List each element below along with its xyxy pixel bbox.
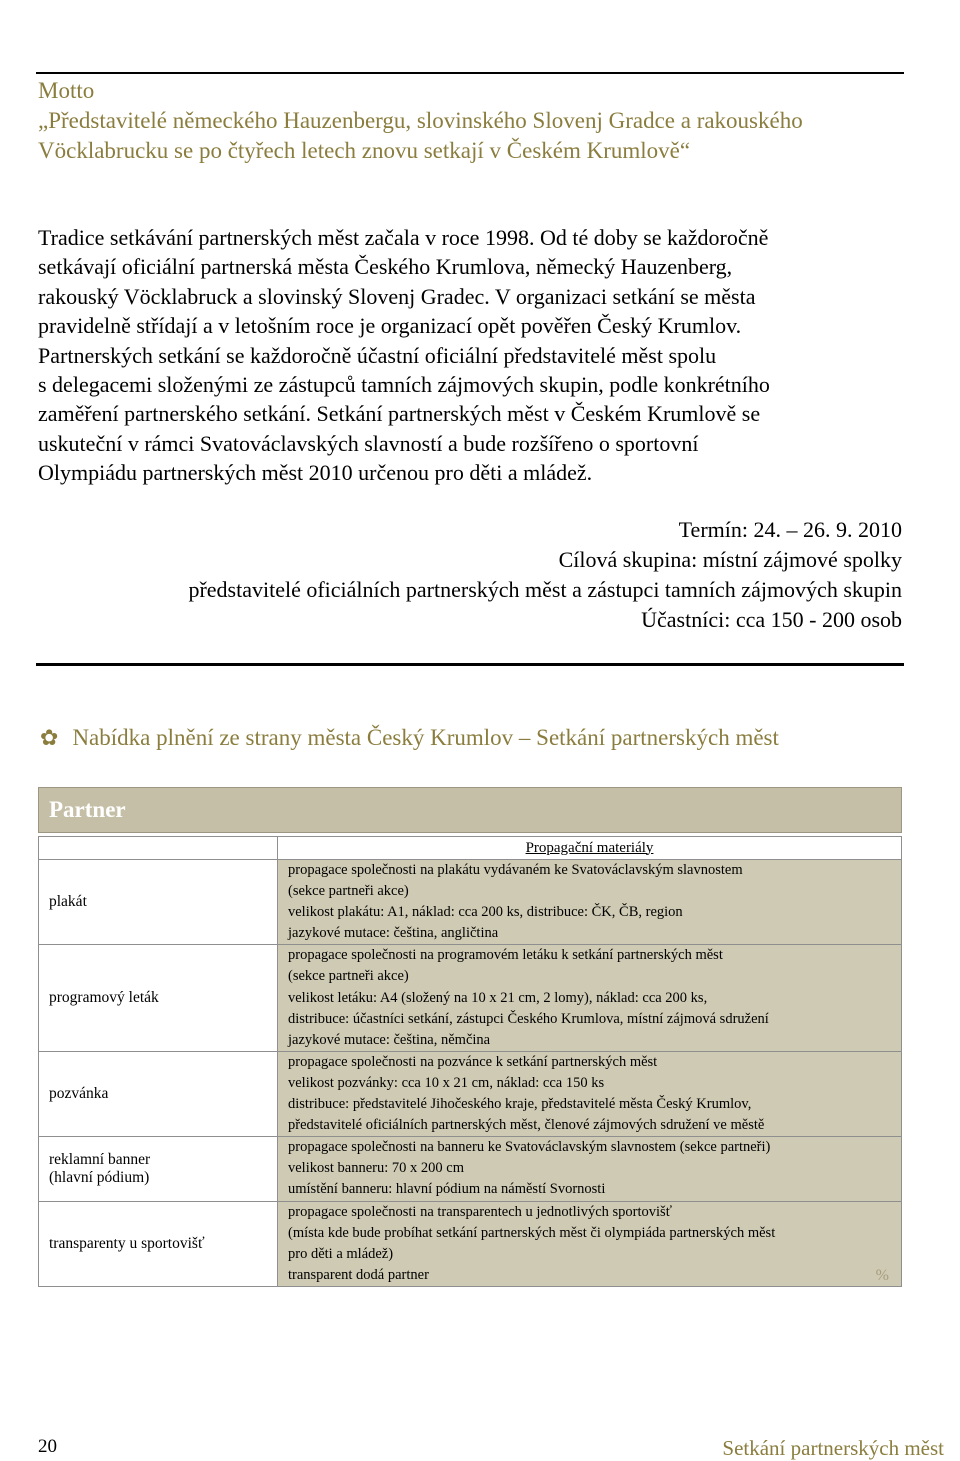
intro-line: zaměření partnerského setkání. Setkání partnerských měst v Českém Krumlově se (38, 401, 761, 427)
desc-line: velikost banneru: 70 x 200 cm (288, 1160, 464, 1177)
desc-line: jazykové mutace: čeština, angličtina (288, 925, 499, 942)
page-number: 20 (38, 1436, 57, 1457)
offer-heading-text: Nabídka plnění ze strany města Český Krumlov – Setkání partnerských měst (72, 725, 779, 750)
desc-line-text: transparent dodá partner (288, 1266, 429, 1283)
table-row (39, 1051, 902, 1136)
table-row (39, 1137, 902, 1201)
row-label (39, 1051, 278, 1136)
event-target-detail: představitelé oficiálních partnerských měst a zástupci tamních zájmových skupin (188, 577, 902, 602)
partner-table (38, 836, 902, 1287)
desc-line: propagace společnosti na programovém letáku k setkání partnerských měst (288, 947, 723, 964)
intro-line: pravidelně střídají a v letošním roce je organizací opět pověřen Český Krumlov. (38, 313, 742, 339)
desc-line: (místa kde bude probíhat setkání partnerských měst či olympiáda partnerských měst (288, 1224, 776, 1241)
desc-line: distribuce: představitelé Jihočeského kraje, představitelé města Český Krumlov, (288, 1096, 752, 1113)
row-label (39, 1137, 278, 1201)
flower-bullet-icon: ✿ (40, 726, 59, 751)
offer-heading (40, 725, 779, 751)
row-description (278, 945, 902, 1051)
top-rule (36, 72, 904, 74)
intro-line: s delegacemi složenými ze zástupců tamních zájmových skupin, podle konkrétního (38, 372, 770, 398)
column-header: Propagační materiály (278, 837, 902, 860)
table-header-row (39, 837, 902, 860)
percent-mark: % (875, 1266, 889, 1284)
intro-paragraph (38, 223, 918, 488)
row-label-subtext: (hlavní pódium) (49, 1168, 150, 1186)
row-description (278, 1051, 902, 1136)
table-row (39, 1201, 902, 1286)
event-term: Termín: 24. – 26. 9. 2010 (678, 517, 902, 542)
row-label-text: plakát (49, 893, 87, 911)
desc-line: propagace společnosti na transparentech u jednotlivých sportovišť (288, 1203, 672, 1220)
desc-line: propagace společnosti na plakátu vydávaném ke Svatováclavským slavnostem (288, 862, 743, 878)
row-description (278, 1201, 902, 1286)
row-description (278, 860, 902, 945)
table-row (39, 860, 902, 945)
motto-quote-line: Vöcklabrucku se po čtyřech letech znovu setkají v Českém Krumlově“ (38, 138, 691, 163)
row-label (39, 860, 278, 945)
intro-line: setkávají oficiální partnerská města Českého Krumlova, německý Hauzenberg, (38, 254, 733, 280)
desc-line: propagace společnosti na banneru ke Svatováclavským slavnostem (sekce partneři) (288, 1139, 771, 1156)
row-label (39, 945, 278, 1051)
desc-line (288, 1265, 901, 1286)
motto-quote-line: „Představitelé německého Hauzenbergu, slovinského Slovenj Gradce a rakouského (38, 108, 803, 133)
row-label-text: reklamní banner (49, 1150, 151, 1168)
row-label (39, 1201, 278, 1286)
row-description (278, 1137, 902, 1201)
intro-line: uskuteční v rámci Svatováclavských slavností a bude rozšířeno o sportovní (38, 430, 699, 456)
desc-line: velikost letáku: A4 (složený na 10 x 21 cm, 2 lomy), náklad: cca 200 ks, (288, 989, 708, 1006)
footer-title: Setkání partnerských měst (722, 1436, 944, 1460)
table-header-empty (39, 837, 278, 860)
desc-line: představitelé oficiálních partnerských měst, členové zájmových sdružení ve městě (288, 1117, 765, 1134)
intro-line: Partnerských setkání se každoročně účastní oficiální představitelé měst spolu (38, 342, 717, 368)
intro-line: Olympiádu partnerských měst 2010 určenou pro děti a mládež. (38, 460, 593, 486)
row-label-text: transparenty u sportovišť (49, 1234, 205, 1252)
desc-line: velikost pozvánky: cca 10 x 21 cm, náklad: cca 150 ks (288, 1074, 605, 1091)
desc-line: distribuce: účastníci setkání, zástupci Českého Krumlova, místní zájmová sdružení (288, 1010, 769, 1027)
intro-line: Tradice setkávání partnerských měst začala v roce 1998. Od té doby se každoročně (38, 225, 769, 250)
desc-line: (sekce partneři akce) (288, 968, 409, 985)
desc-line: velikost plakátu: A1, náklad: cca 200 ks, distribuce: ČK, ČB, region (288, 904, 683, 921)
event-participants: Účastníci: cca 150 - 200 osob (641, 607, 902, 632)
desc-line: umístění banneru: hlavní pódium na náměstí Svornosti (288, 1181, 606, 1198)
row-label-text: pozvánka (49, 1085, 109, 1103)
partner-header-label: Partner (49, 797, 126, 822)
intro-line: rakouský Vöcklabruck a slovinský Slovenj Gradec. V organizaci setkání se města (38, 283, 756, 309)
middle-rule (36, 663, 904, 666)
desc-line: jazykové mutace: čeština, němčina (288, 1031, 491, 1048)
event-target-group: Cílová skupina: místní zájmové spolky (558, 547, 902, 572)
table-row (39, 945, 902, 1051)
desc-line: propagace společnosti na pozvánce k setkání partnerských měst (288, 1053, 658, 1070)
desc-line: pro děti a mládež) (288, 1245, 394, 1262)
event-info (188, 515, 902, 635)
desc-line: (sekce partneři akce) (288, 883, 409, 900)
row-label-text: programový leták (49, 989, 159, 1007)
motto-block (38, 76, 908, 166)
partner-header-bar (38, 787, 902, 833)
motto-label: Motto (38, 78, 95, 103)
